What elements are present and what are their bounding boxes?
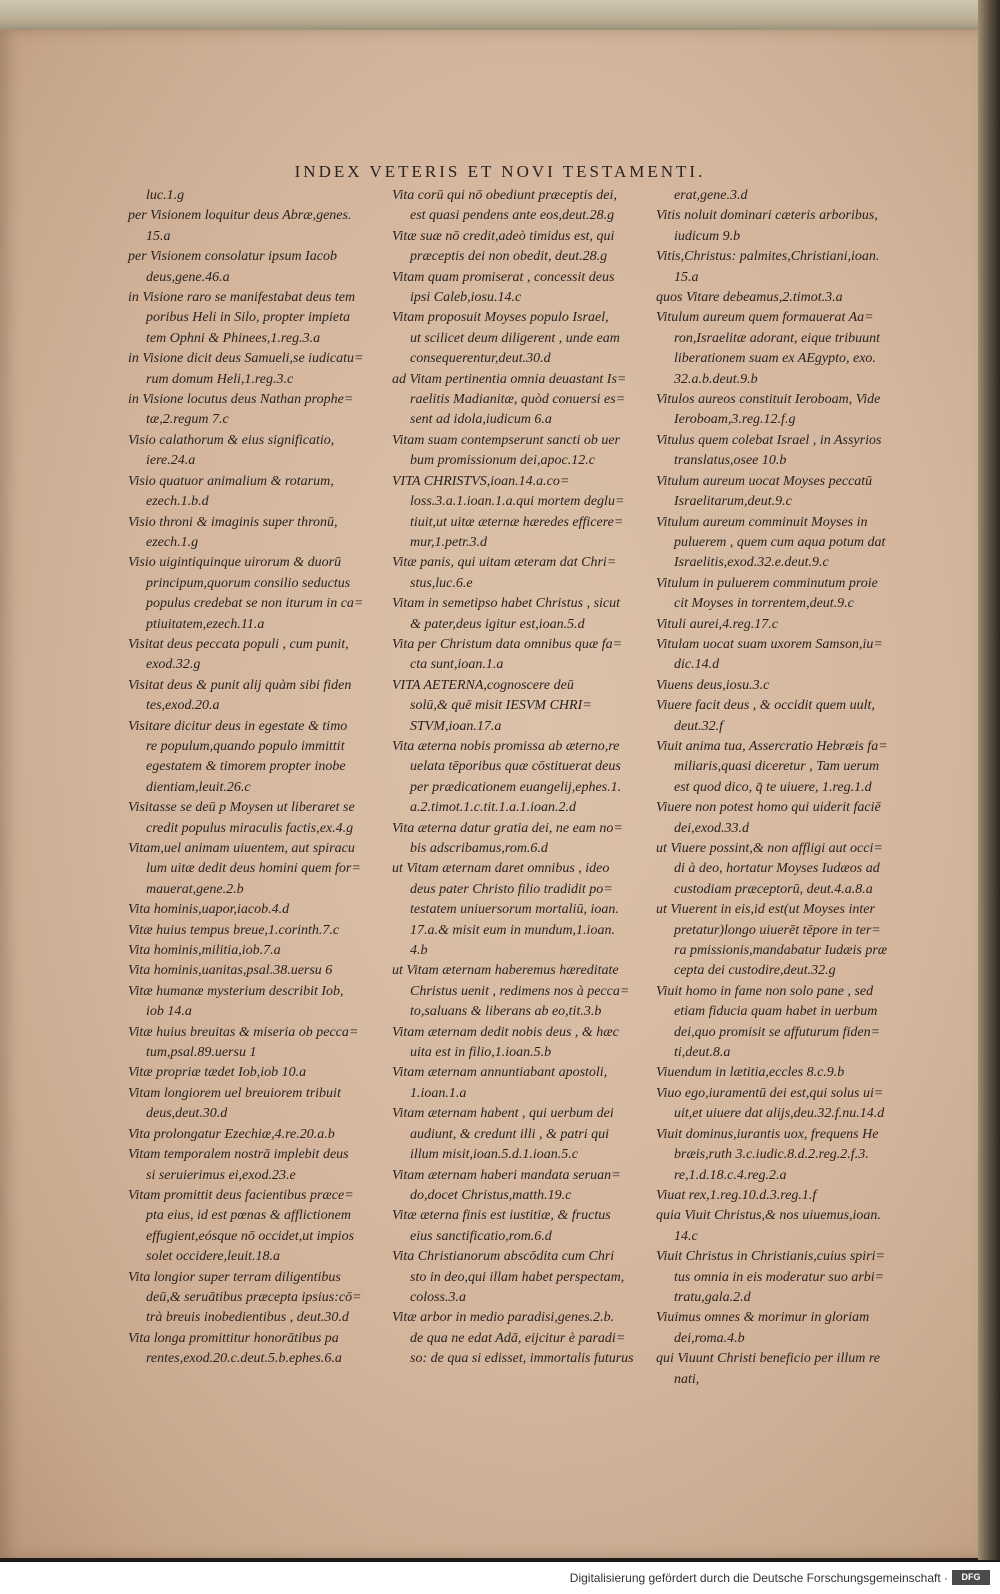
index-entry-line: egestatem & timorem propter inobe [146,759,346,775]
index-entry-line: Vitulam uocat suam uxorem Samson,iu= [656,636,883,652]
index-entry-line: 17.a.& misit eum in mundum,1.ioan. [410,922,615,938]
index-entry-line: in Visione raro se manifestabat deus tem [128,290,356,306]
index-entry-line: dic.14.d [674,657,720,673]
index-entry-line: stus,luc.6.e [410,575,473,591]
index-entry-line: Christus uenit , redimens nos à pecca= [410,983,630,999]
index-entry-line: tiuit,ut uitæ æternæ hæredes efficere= [410,514,624,530]
index-entry-line: re populum,quando populo immittit [146,738,345,754]
dfg-logo: DFG [952,1570,990,1585]
index-entry-line: Vita corū qui nō obediunt præceptis dei, [392,188,617,203]
index-entry-line: bis adscribamus,rom.6.d [410,841,548,856]
index-entry-line: deus,deut.30.d [146,1106,228,1122]
index-entry-line: mauerat,gene.2.b [146,881,244,897]
index-entry-line: Vitam longiorem uel breuiorem tribuit [128,1085,341,1101]
index-entry-line: principum,quorum consilio seductus [146,575,351,591]
index-entry-line: VITA CHRISTVS,ioan.14.a.co= [392,473,570,489]
index-entry-line: ezech.1.b.d [146,494,209,510]
index-entry-line: Vita prolongatur Ezechiæ,4.re.20.a.b [128,1126,335,1142]
index-entry-line: Vitam proposuit Moyses populo Israel, [392,310,609,326]
index-entry-line: rum domum Heli,1.reg.3.c [146,371,294,387]
index-entry-line: Viuendum in lætitia,eccles 8.c.9.b [656,1065,845,1081]
book-right-edge [978,0,1000,1560]
index-column-1 [128,186,390,1367]
index-entry-line: Vitæ arbor in medio paradisi,genes.2.b. [392,1310,615,1326]
index-entry-line: de qua ne edat Adā, eijcitur è paradi= [410,1330,626,1346]
index-entry-line: ad Vitam pertinentia omnia deuastant Is= [392,371,627,387]
index-entry-line: erat,gene.3.d [674,188,748,203]
index-entry-line: ut Vitam æternam daret omnibus , ideo [392,861,610,877]
index-entry-line: VITA AETERNA,cognoscere deū [392,677,574,693]
index-entry-line: so: de qua si edisset, immortalis futurus [410,1351,634,1367]
index-entry-line: ut scilicet deum diligerent , unde eam [410,330,620,346]
index-entry-line: Viuere non potest homo qui uiderit faciē [656,800,881,816]
index-entry-line: 15.a [146,228,171,244]
index-entry-line: Israelitis,exod.32.e.deut.9.c [674,555,829,571]
index-entry-line: ptiuitatem,ezech.11.a [146,616,265,632]
index-entry-line: ut Viuere possint,& non affligi aut occi= [656,841,883,856]
index-entry-line: luc.1.g [146,188,185,203]
page-header: INDEX VETERIS ET NOVI TESTAMENTI. [294,162,706,181]
funding-note: Digitalisierung gefördert durch die Deutsche Forschungsgemeinschaft · [569,1571,948,1585]
index-entry-line: cit Moyses in torrentem,deut.9.c [674,596,854,612]
index-entry-line: tes,exod.20.a [146,698,220,714]
index-entry-line: Vitæ suæ nō credit,adeò timidus est, qui [392,228,615,244]
index-entry-line: & pater,deus igitur est,ioan.5.d [410,616,585,632]
index-entry-line: credit populus miraculis factis,ex.4.g [146,820,354,836]
index-entry-line: præceptis dei non obedit, deut.28.g [410,249,608,265]
index-entry-line: Vitam in semetipso habet Christus , sicut [392,596,621,612]
index-column-2 [392,186,654,1367]
index-entry-line: audiunt, & credunt illi , & patri qui [410,1126,609,1142]
index-entry-line: quia Viuit Christus,& nos uiuemus,ioan. [656,1208,881,1224]
index-entry-line: Vitam æternam annuntiabant apostoli, [392,1065,608,1081]
index-entry-line: deut.32.f [674,718,723,734]
index-entry-line: Viuit dominus,iurantis uox, frequens He [656,1126,879,1142]
index-entry-line: Vituli aurei,4.reg.17.c [656,616,778,632]
index-entry-line: liberationem suam ex AEgypto, exo. [674,351,876,367]
index-entry-line: Vitam quam promiserat , concessit deus [392,269,615,285]
index-entry-line: Vitulum in puluerem comminutum proie [656,575,878,591]
index-entry-line: consequerentur,deut.30.d [410,351,551,367]
index-entry-line: Vita hominis,uanitas,psal.38.uersu 6 [128,963,333,979]
index-entry-line: to,saluans & liberans ab eo,tit.3.b [410,1004,602,1020]
index-entry-line: cta sunt,ioan.1.a [410,657,504,673]
index-entry-line: Visitare dicitur deus in egestate & timo [128,718,348,734]
index-entry-line: dei,roma.4.b [674,1330,745,1346]
index-entry-line: in Visione dicit deus Samueli,se iudicatu= [128,351,364,367]
index-entry-line: effugient,eósque nō occidet,ut impios [146,1228,355,1244]
index-entry-line: populus credebat se non iturum in ca= [146,596,364,612]
index-entry-line: puluerem , quem cum aqua potum dat [674,534,886,550]
index-entry-line: nati, [674,1371,700,1387]
index-entry-line: Vitam æternam haberi mandata seruan= [392,1167,621,1183]
index-entry-line: solū,& quē misit IESVM CHRI= [410,698,592,714]
book-top-edge [0,0,1000,34]
index-entry-line: lum uitæ dedit deus homini quem for= [146,861,361,877]
index-column-3 [656,186,924,1387]
index-entry-line: 15.a [674,269,699,285]
index-entry-line: Vitæ huius tempus breue,1.corinth.7.c [128,922,340,938]
index-entry-line: si seruierimus ei,exod.23.e [146,1167,296,1183]
index-entry-line: pretatur)longo uiuerēt tēpore in ter= [674,922,881,938]
index-entry-line: tus omnia in eis moderatur suo arbi= [674,1269,885,1285]
index-entry-line: 32.a.b.deut.9.b [674,371,758,387]
index-entry-line: Vita hominis,militia,iob.7.a [128,943,281,959]
index-entry-line: eius sanctificatio,rom.6.d [410,1228,552,1244]
index-entry-line: Viuens deus,iosu.3.c [656,677,770,693]
index-entry-line: illum misit,ioan.5.d.1.ioan.5.c [410,1147,578,1163]
index-entry-line: ron,Israelitæ adorant, eique tribuunt [674,330,880,346]
index-entry-line: etiam fiducia quam habet in uerbum [674,1004,878,1020]
index-entry-line: cepta dei custodire,deut.32.g [674,963,836,979]
index-entry-line: Viuat rex,1.reg.10.d.3.reg.1.f [656,1187,817,1203]
index-entry-line: Visio uigintiquinque uirorum & duorū [128,555,342,571]
index-entry-line: di à deo, hortatur Moyses Iudæos ad [674,861,880,877]
index-entry-line: translatus,osee 10.b [674,453,787,469]
index-entry-line: ezech.1.g [146,534,199,550]
index-entry-line: Viuimus omnes & morimur in gloriam [656,1310,870,1326]
index-entry-line: Israelitarum,deut.9.c [674,494,792,510]
index-entry-line: in Visione locutus deus Nathan prophe= [128,392,354,408]
index-entry-line: trà breuis inobedientibus , deut.30.d [146,1310,349,1326]
index-entry-line: Vitulos aureos constituit Ieroboam, Vide [656,392,881,408]
index-entry-line: exod.32.g [146,657,201,673]
index-entry-line: raelitis Madianitæ, quòd conuersi es= [410,392,626,408]
index-entry-line: deū,& seruātibus præcepta ipsius:cō= [146,1289,362,1305]
index-entry-line: iudicum 9.b [674,228,741,244]
index-entry-line: ut Viuerent in eis,id est(ut Moyses inter [656,902,875,918]
index-entry-line: Viuit anima tua, Assercratio Hebræis fa= [656,738,888,754]
index-entry-line: tæ,2.regum 7.c [146,412,229,428]
index-entry-line: Viuit homo in fame non solo pane , sed [656,983,874,999]
index-entry-line: Vitam suam contempserunt sancti ob uer [392,432,620,448]
index-entry-line: ra pmissionis,mandabatur Iudæis præ [674,943,888,959]
index-entry-line: miliaris,quasi diceretur , Tam uerum [674,759,880,775]
index-entry-line: Vitulus quem colebat Israel , in Assyrios [656,432,882,448]
index-entry-line: ti,deut.8.a [674,1045,731,1061]
index-entry-line: Visio quatuor animalium & rotarum, [128,473,334,489]
index-entry-line: 1.ioan.1.a [410,1085,467,1101]
index-entry-line: Vitulum aureum quem formauerat Aa= [656,310,874,326]
index-entry-line: Vita Christianorum abscōdita cum Chri [392,1249,615,1265]
index-entry-line: Vitæ humanæ mysterium describit Iob, [128,983,344,999]
index-entry-line: Viuere facit deus , & occidit quem uult, [656,698,875,714]
index-entry-line: loss.3.a.1.ioan.1.a.qui mortem deglu= [410,494,625,510]
index-entry-line: deus pater Christo filio tradidit po= [410,881,613,897]
index-entry-line: Vitis,Christus: palmites,Christiani,ioan. [656,249,880,265]
index-entry-line: Vita longior super terram diligentibus [128,1269,341,1285]
index-entry-line: Vita per Christum data omnibus quæ fa= [392,636,623,652]
index-entry-line: quos Vitare debeamus,2.timot.3.a [656,290,843,306]
index-entry-line: bum promissionum dei,apoc.12.c [410,453,595,469]
index-entry-line: testatem uniuersorum mortaliū, ioan. [410,902,619,918]
index-entry-line: Visitat deus & punit alij quàm sibi fiden [128,677,352,693]
index-entry-line: deus,gene.46.a [146,269,230,285]
index-entry-line: a.2.timot.1.c.tit.1.a.1.ioan.2.d [410,800,577,816]
index-entry-line: pta eius, id est pœnas & afflictionem [146,1208,351,1224]
index-entry-line: qui Viuunt Christi beneficio per illum re [656,1351,880,1367]
index-entry-line: bræis,ruth 3.c.iudic.8.d.2.reg.2.f.3. [674,1147,869,1163]
index-entry-line: Viuo ego,iuramentū dei est,qui solus ui= [656,1085,884,1101]
index-entry-line: Vitam æternam habent , qui uerbum dei [392,1106,614,1122]
index-entry-line: coloss.3.a [410,1289,466,1305]
index-entry-line: Vitam temporalem nostrā implebit deus [128,1147,349,1163]
index-entry-line: iob 14.a [146,1004,192,1020]
index-entry-line: STVM,ioan.17.a [410,718,502,734]
index-entry-line: dientiam,leuit.26.c [146,779,251,795]
index-entry-line: Vita longa promittitur honorātibus pa [128,1330,339,1346]
index-entry-line: Vitam,uel animam uiuentem, aut spiracu [128,841,355,856]
index-entry-line: uita est in filio,1.ioan.5.b [410,1045,552,1061]
footer-bar [0,1562,1000,1594]
index-entry-line: Vita æterna nobis promissa ab æterno,re [392,738,620,754]
index-entry-line: ut Vitam æternam haberemus hæreditate [392,963,619,979]
index-entry-line: per Visionem loquitur deus Abræ,genes. [128,208,352,224]
index-entry-line: iere.24.a [146,453,196,469]
index-entry-line: do,docet Christus,matth.19.c [410,1187,572,1203]
index-entry-line: Visio calathorum & eius significatio, [128,432,335,448]
index-entry-line: est quod dico, q̄ te uiuere, 1.reg.1.d [674,779,872,795]
index-entry-line: est quasi pendens ante eos,deut.28.g [410,208,615,224]
index-entry-line: mur,1.petr.3.d [410,534,488,550]
index-entry-line: tum,psal.89.uersu 1 [146,1045,257,1061]
index-entry-line: Vitæ æterna finis est iustitiæ, & fructus [392,1208,611,1224]
index-entry-line: 14.c [674,1228,698,1244]
index-entry-line: per Visionem consolatur ipsum Iacob [128,249,337,265]
index-entry-line: ipsi Caleb,iosu.14.c [410,290,522,306]
index-entry-line: sent ad idola,iudicum 6.a [410,412,552,428]
index-entry-line: Vitam promittit deus facientibus præce= [128,1187,354,1203]
index-entry-line: Vitæ propriæ tædet Iob,iob 10.a [128,1065,307,1081]
index-entry-line: Visitasse se deū p Moysen ut liberaret se [128,800,355,816]
index-entry-line: sto in deo,qui illam habet perspectam, [410,1269,625,1285]
index-entry-line: Vitæ panis, qui uitam æteram dat Chri= [392,555,617,571]
index-entry-line: Vitæ huius breuitas & miseria ob pecca= [128,1024,359,1040]
index-entry-line: Vitulum aureum comminuit Moyses in [656,514,868,530]
index-entry-line: rentes,exod.20.c.deut.5.b.ephes.6.a [146,1351,342,1367]
index-entry-line: Vita æterna datur gratia dei, ne eam no= [392,820,623,836]
index-entry-line: dei,exod.33.d [674,820,750,836]
index-entry-line: Visitat deus peccata populi , cum punit, [128,636,349,652]
index-entry-line: Vitis noluit dominari cæteris arboribus, [656,208,878,224]
index-entry-line: 4.b [410,943,428,959]
index-entry-line: Vitulum aureum uocat Moyses peccatū [656,473,873,489]
index-entry-line: Vita hominis,uapor,iacob.4.d [128,902,290,918]
index-entry-line: poribus Heli in Silo, propter impieta [146,310,351,326]
index-entry-line: Vitam æternam dedit nobis deus , & hæc [392,1024,619,1040]
index-entry-line: Ieroboam,3.reg.12.f.g [674,412,796,428]
index-entry-line: re,1.d.18.c.4.reg.2.a [674,1167,787,1183]
index-entry-line: custodiam præceptorū, deut.4.a.8.a [674,881,873,897]
index-entry-line: tratu,gala.2.d [674,1289,751,1305]
index-entry-line: solet occidere,leuit.18.a [146,1249,280,1265]
index-entry-line: uit,et uiuere dat alijs,deu.32.f.nu.14.d [674,1106,885,1122]
index-entry-line: Visio throni & imaginis super thronū, [128,514,338,530]
index-entry-line: per prædicationem euangelij,ephes.1. [410,779,622,795]
index-entry-line: tem Ophni & Phinees,1.reg.3.a [146,330,321,346]
index-entry-line: Viuit Christus in Christianis,cuius spiri= [656,1249,885,1265]
index-entry-line: uelata tēporibus quæ cōstituerat deus [410,759,621,775]
index-entry-line: dei,quo promisit se affuturum fiden= [674,1024,881,1040]
